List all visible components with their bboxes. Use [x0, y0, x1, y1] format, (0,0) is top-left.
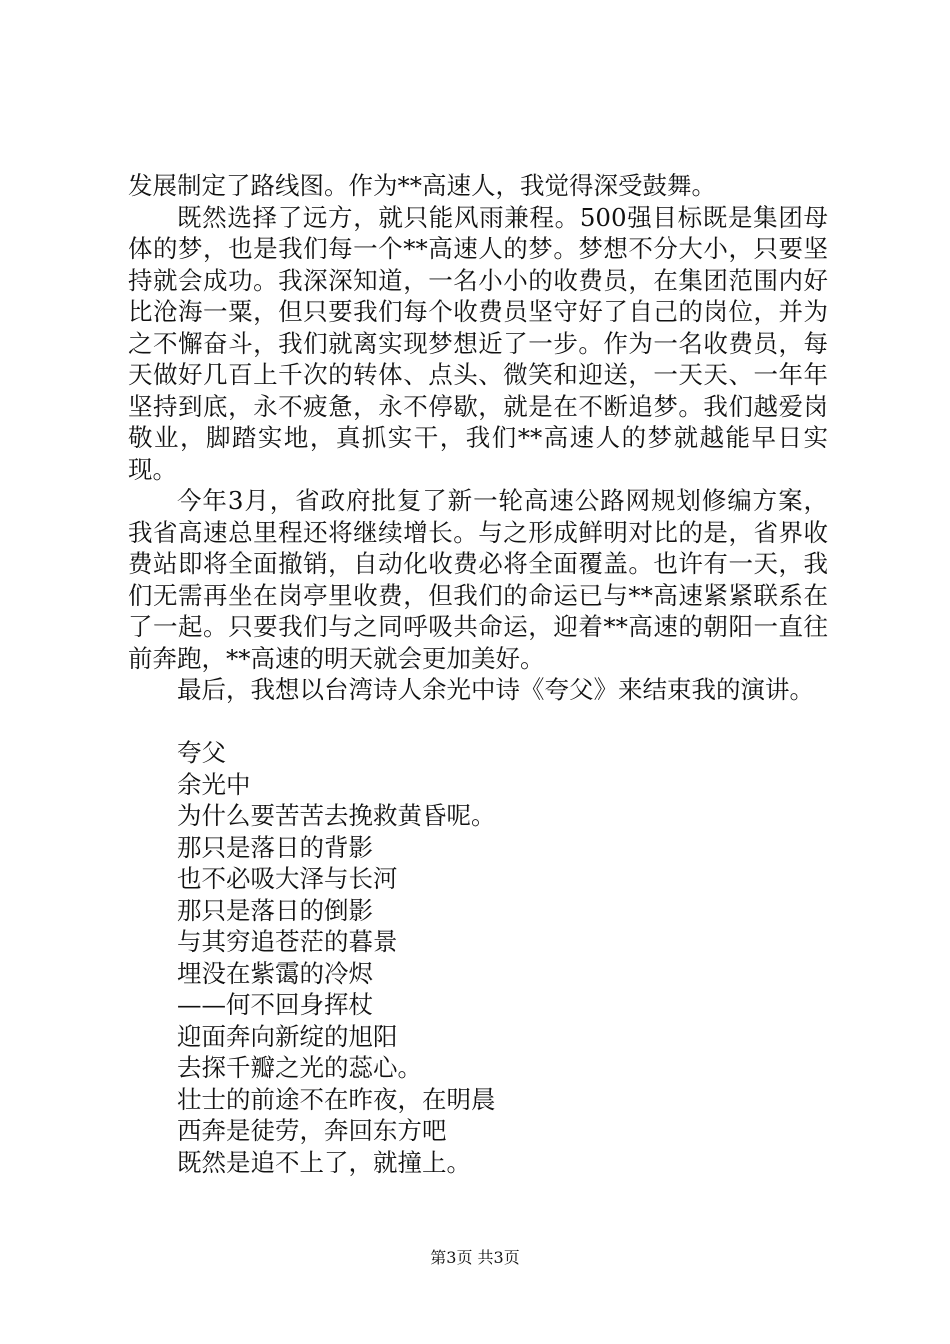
- poem-line: 壮士的前途不在昨夜，在明晨: [177, 1084, 496, 1114]
- poem-line: 也不必吸大泽与长河: [177, 864, 398, 893]
- poem-line: 埋没在紫霭的冷烬: [177, 958, 373, 988]
- poem-line: 去探千瓣之光的蕊心。: [177, 1053, 422, 1082]
- poem: [128, 737, 828, 1178]
- document-body: [128, 170, 828, 1178]
- poem-line: 与其穷追苍茫的暮景: [177, 927, 398, 956]
- poem-title: 夸父: [177, 738, 226, 767]
- paragraph: 最后，我想以台湾诗人余光中诗《夸父》来结束我的演讲。: [177, 675, 814, 704]
- blank-line: [128, 706, 828, 738]
- poem-line: 为什么要苦苦去挽救黄昏呢。: [177, 801, 496, 830]
- paragraph: 发展制定了路线图。作为**高速人，我觉得深受鼓舞。: [128, 171, 716, 200]
- page-footer: [0, 1245, 950, 1268]
- poem-line: 西奔是徒劳，奔回东方吧: [177, 1116, 447, 1145]
- paragraph: 今年3月，省政府批复了新一轮高速公路网规划修编方案，我省高速总里程还将继续增长。与之形成鲜明对比的是，省界收费站即将全面撤销，自动化收费必将全面覆盖。也许有一天，我们无需再坐在岗亭里收费，但我们的命运已与**高速紧紧联系在了一起。只要我们与之同呼吸共命运，迎着**高速的朝阳一直往前奔跑，**高速的明天就会更加美好。: [128, 486, 828, 673]
- poem-line: 迎面奔向新绽的旭阳: [177, 1021, 398, 1051]
- poem-line: 既然是追不上了，就撞上。: [177, 1147, 471, 1177]
- poem-line: ——何不回身挥杖: [177, 990, 373, 1019]
- paragraph: 既然选择了远方，就只能风雨兼程。500强目标既是集团母体的梦，也是我们每一个**高速人的梦。梦想不分大小，只要坚持就会成功。我深深知道，一名小小的收费员，在集团范围内好比沧海一粟，但只要我们每个收费员坚守好了自己的岗位，并为之不懈奋斗，我们就离实现梦想近了一步。作为一名收费员，每天做好几百上千次的转体、点头、微笑和迎送，一天天、一年年坚持到底，永不疲惫，永不停歇，就是在不断追梦。我们越爱岗敬业，脚踏实地，真抓实干，我们**高速人的梦就越能早日实现。: [128, 202, 828, 484]
- poem-author: 余光中: [177, 769, 251, 799]
- page-number: 第3页 共3页: [430, 1248, 520, 1267]
- poem-line: 那只是落日的倒影: [177, 895, 373, 925]
- poem-line: 那只是落日的背影: [177, 832, 373, 862]
